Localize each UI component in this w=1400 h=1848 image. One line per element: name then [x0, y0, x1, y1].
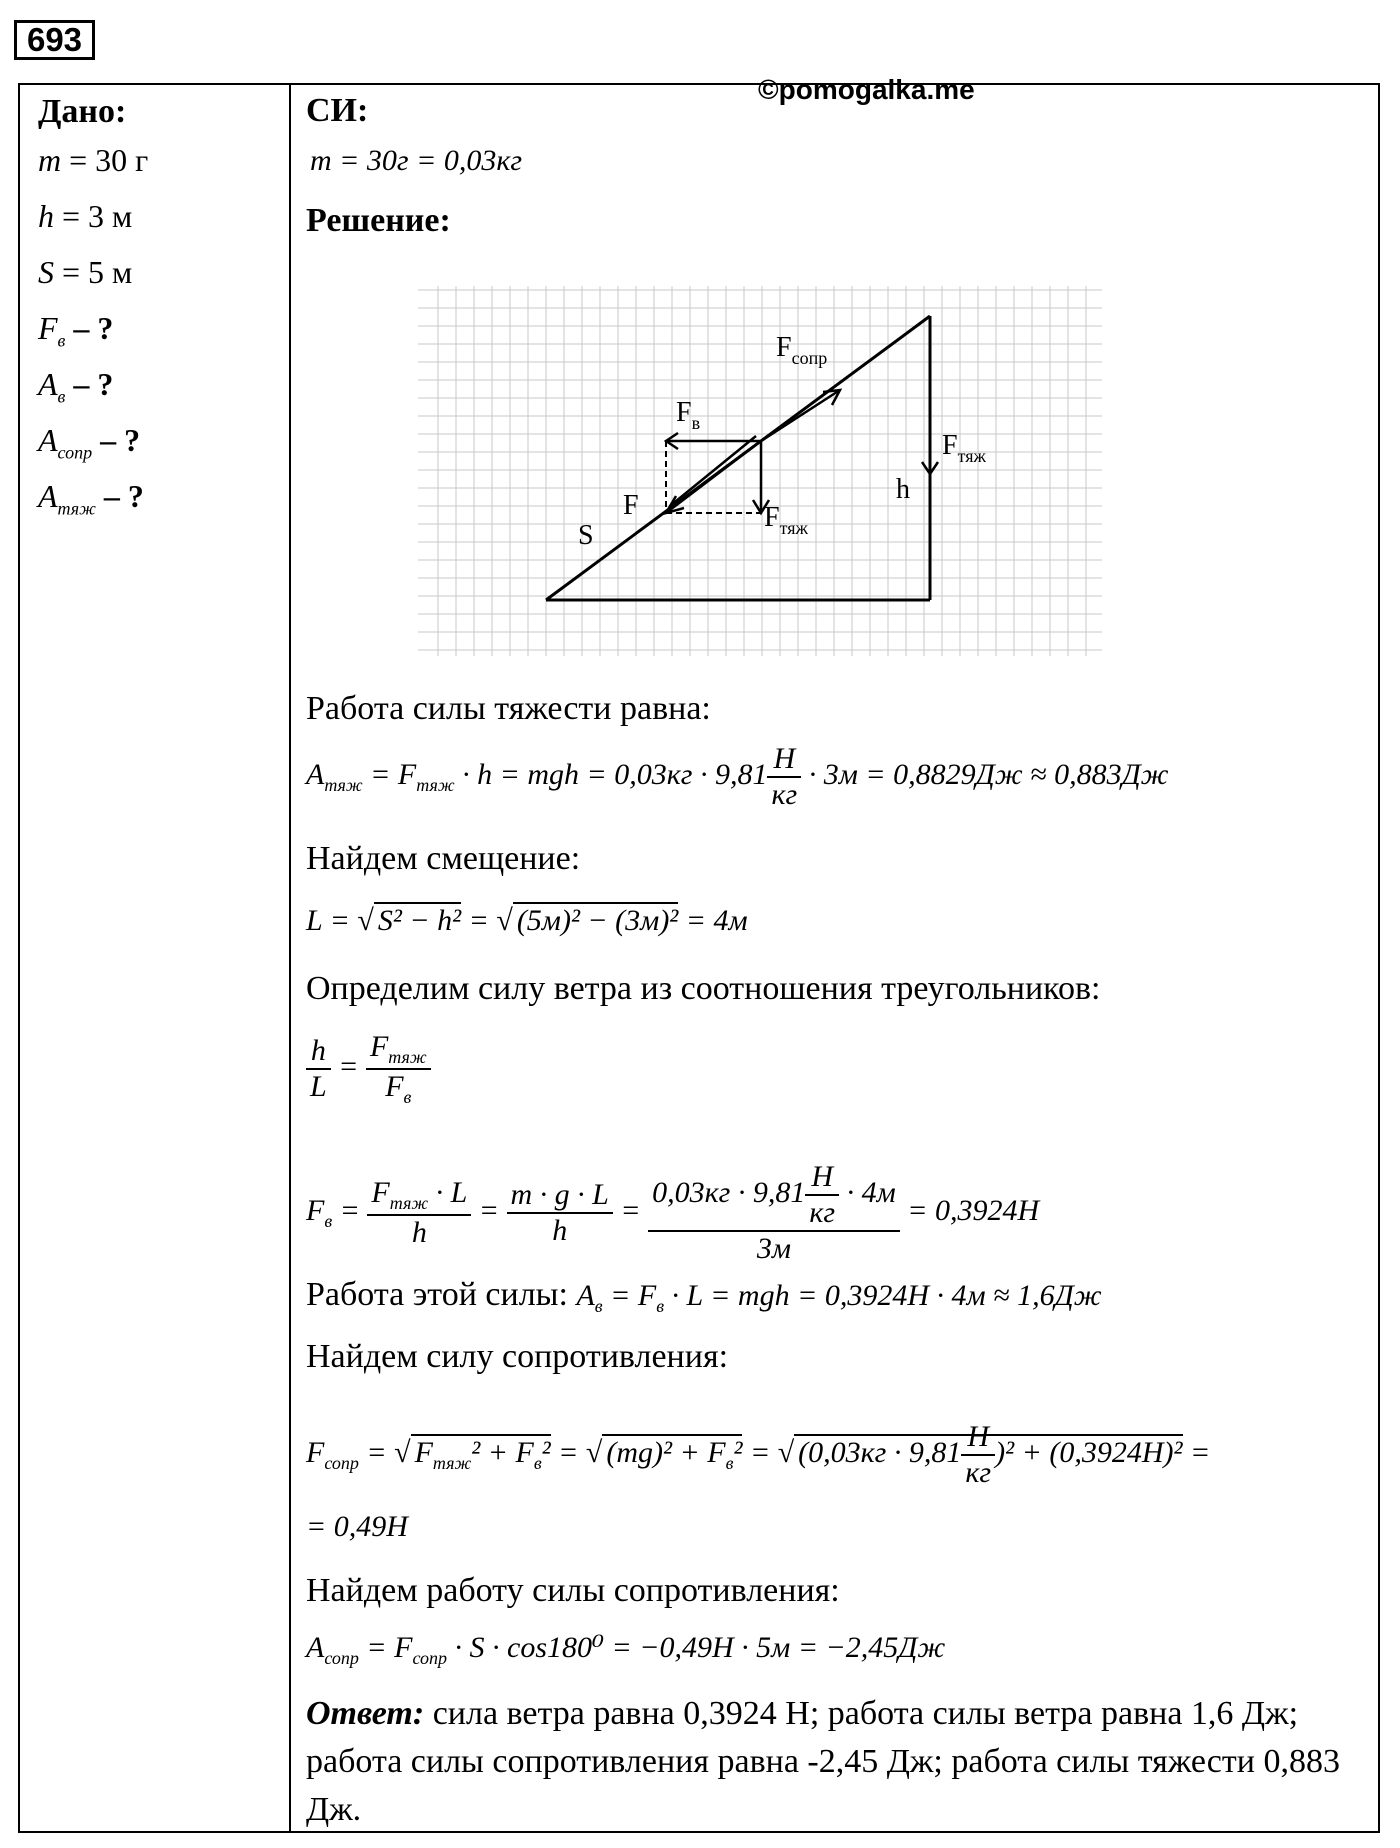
answer — [306, 1690, 1356, 1834]
problem-number: 693 — [14, 20, 95, 60]
eq-gravity-work: $A_{тяж} = F_{тяж} \cdot h$ = mgh = 0,03кг · 9,81 $\frac{H}{кг}$ · 3м = 0,8829Дж ≈ 0,883Дж — [306, 742, 1169, 811]
given-item: h = 3 м — [38, 198, 133, 234]
eq-displacement: L = √ S² − h² = √ (5м)² − (3м)² = 4м — [306, 904, 748, 937]
label-ftyazh-right: $F_{тяж}$ — [942, 430, 986, 466]
step-gravity-work-text: Работа силы тяжести равна: — [306, 690, 711, 727]
watermark: ©pomogalka.me — [758, 74, 975, 105]
column-divider — [289, 83, 291, 1833]
label-f: F — [623, 490, 639, 521]
eq-triangle-ratio: $\frac{h}{L}$ = $\frac{F_{тяж}}{F_в}$ — [306, 1030, 431, 1108]
eq-resistance-result: = 0,49H — [306, 1510, 408, 1543]
force-f-parallel — [670, 436, 756, 506]
answer-text: сила ветра равна 0,3924 Н; работа силы ветра равна 1,6 Дж; работа силы сопротивления равна -2,45 Дж; работа силы тяжести 0,883 Дж. — [306, 1695, 1340, 1828]
label-h: h — [896, 474, 910, 505]
si-conversion: m = 30г = 0,03кг — [310, 144, 523, 177]
answer-label: Ответ: — [306, 1695, 425, 1732]
eq-wind-force: $F_в$ = $\frac{F_{тяж} \cdot L}{h}$ = $\frac{m \cdot g \cdot L}{h}$ = 0,03кг · 9,81 $\frac{H}{кг}$ · 4м 3м = 0,3924H — [306, 1160, 1040, 1265]
force-diagram — [418, 286, 1102, 660]
given-item: $F_в$ – ? — [38, 310, 114, 351]
given-item: S = 5 м — [38, 254, 133, 290]
given-item: m = 30 г — [38, 142, 149, 178]
given-item: $A_{сопр}$ – ? — [38, 422, 141, 463]
label-ftyazh-inner: $F_{тяж}$ — [764, 502, 808, 538]
eq-resistance-work: $A_{сопр} = F_{сопр} \cdot S \cdot \cos 180^0 = -0,49H \cdot 5м = -2,45Дж$ — [306, 1631, 946, 1668]
label-fv: $F_в$ — [676, 397, 701, 433]
step-resistance-work-text: Найдем работу силы сопротивления: — [306, 1572, 840, 1609]
given-list — [38, 132, 278, 524]
step-wind-force-text: Определим силу ветра из соотношения треугольников: — [306, 970, 1101, 1007]
solution-title: Решение: — [306, 202, 451, 239]
given-item: $A_в$ – ? — [38, 366, 114, 407]
eq-resistance-force: $F_{сопр}$ = √ $F_{тяж}^2 + F_в^2$ = √ $(mg)^2 + F_в^2$ = √ (0,03кг · 9,81 $\frac{H}{кг}$ )² + (0,3924H)² = — [306, 1420, 1211, 1489]
given-column — [38, 92, 278, 524]
si-title: СИ: — [306, 92, 369, 129]
label-s: S — [578, 520, 594, 551]
step-resistance-text: Найдем силу сопротивления: — [306, 1338, 729, 1375]
given-title: Дано: — [38, 93, 127, 130]
given-item: $A_{тяж}$ – ? — [38, 478, 144, 519]
step-displacement-text: Найдем смещение: — [306, 840, 581, 877]
label-fsopr: $F_{сопр}$ — [776, 332, 828, 368]
step-wind-work: Работа этой силы: $A_в = F_в \cdot L$ = mgh = 0,3924H · 4м ≈ 1,6Дж — [306, 1276, 1102, 1316]
